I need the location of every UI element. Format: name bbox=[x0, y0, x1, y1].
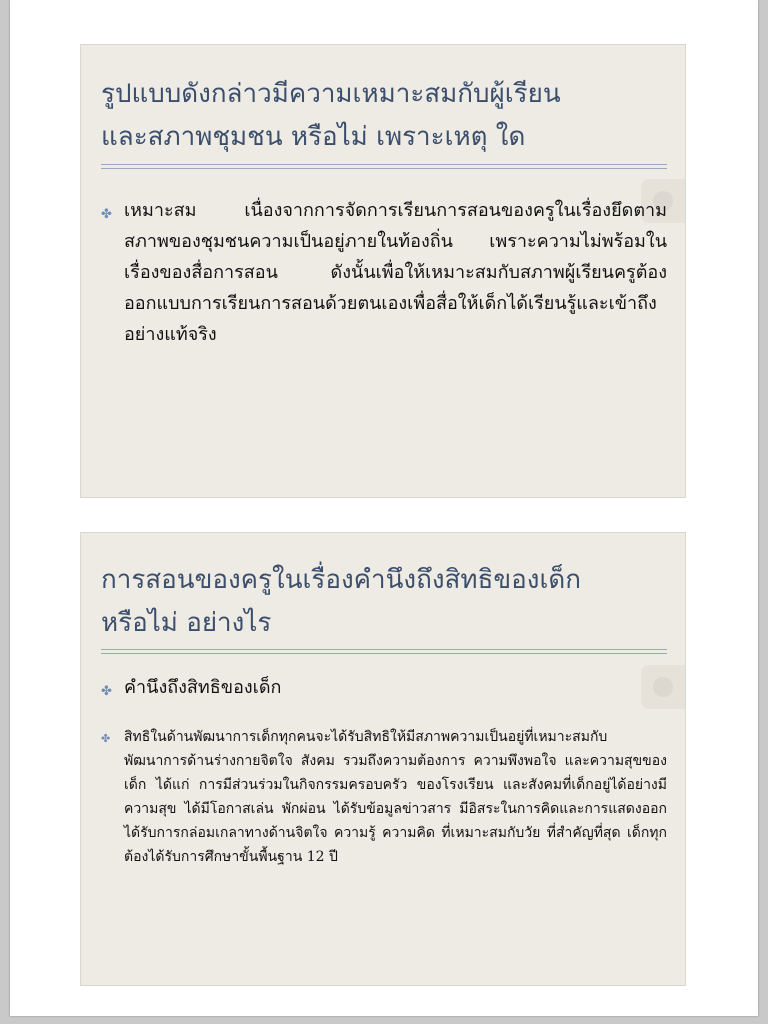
bullet-item bbox=[101, 673, 667, 703]
title-divider bbox=[101, 164, 667, 169]
bullet-text: เหมาะสม เนื่องจากการจัดการเรียนการสอนของครูในเรื่องยึดตามสภาพของชุมชนความเป็นอยู่ภายในท้องถิ่น เพราะความไม่พร้อมในเรื่องของสื่อการสอน ดังนั้นเพื่อให้เหมาะสมกับสภาพผู้เรียนครูต้องออกแบบการเรียนการสอนด้วยตนเองเพื่อสื่อให้เด็กได้เรียนรู้และเข้าถึงอย่างแท้จริง bbox=[124, 200, 667, 345]
bullet-text: คำนึงถึงสิทธิของเด็ก bbox=[124, 677, 282, 698]
title-divider bbox=[101, 649, 667, 654]
title-line-2: หรือไม่ อย่างไร bbox=[101, 608, 272, 638]
title-line-2: และสภาพชุมชน หรือไม่ เพราะเหตุ ใด bbox=[101, 122, 526, 152]
slide-2 bbox=[80, 532, 686, 986]
slide-title bbox=[101, 559, 661, 645]
slide-1 bbox=[80, 44, 686, 498]
bullet-item bbox=[101, 195, 667, 350]
bullet-icon: ✤ bbox=[101, 732, 111, 745]
bullet-icon: ✤ bbox=[101, 207, 112, 222]
title-line-1: การสอนของครูในเรื่องคำนึงถึงสิทธิของเด็ก bbox=[101, 565, 582, 595]
document-page bbox=[10, 0, 758, 1016]
bullet-text: สิทธิในด้านพัฒนาการเด็กทุกคนจะได้รับสิทธิให้มีสภาพความเป็นอยู่ที่เหมาะสมกับพัฒนาการด้านร่างกายจิตใจ สังคม รวมถึงความต้องการ ความพึงพอใจ และความสุขของเด็ก ได้แก่ การมีส่วนร่วมในกิจกรรมครอบครัว ของโรงเรียน และสังคมที่เด็กอยู่ได้อย่างมีความสุข ได้มีโอกาสเล่น พักผ่อน ได้รับข้อมูลข่าวสาร มีอิสระในการคิดและการแสดงออก ได้รับการกล่อมเกลาทางด้านจิตใจ ความรู้ ความคิด ที่เหมาะสมกับวัย ที่สำคัญที่สุด เด็กทุกต้องได้รับการศึกษาขั้นพื้นฐาน 12 ปี bbox=[124, 729, 667, 865]
slide-title bbox=[101, 73, 661, 159]
bullet-item bbox=[101, 725, 667, 869]
title-line-1: รูปแบบดังกล่าวมีความเหมาะสมกับผู้เรียน bbox=[101, 79, 561, 109]
bullet-icon: ✤ bbox=[101, 684, 112, 699]
